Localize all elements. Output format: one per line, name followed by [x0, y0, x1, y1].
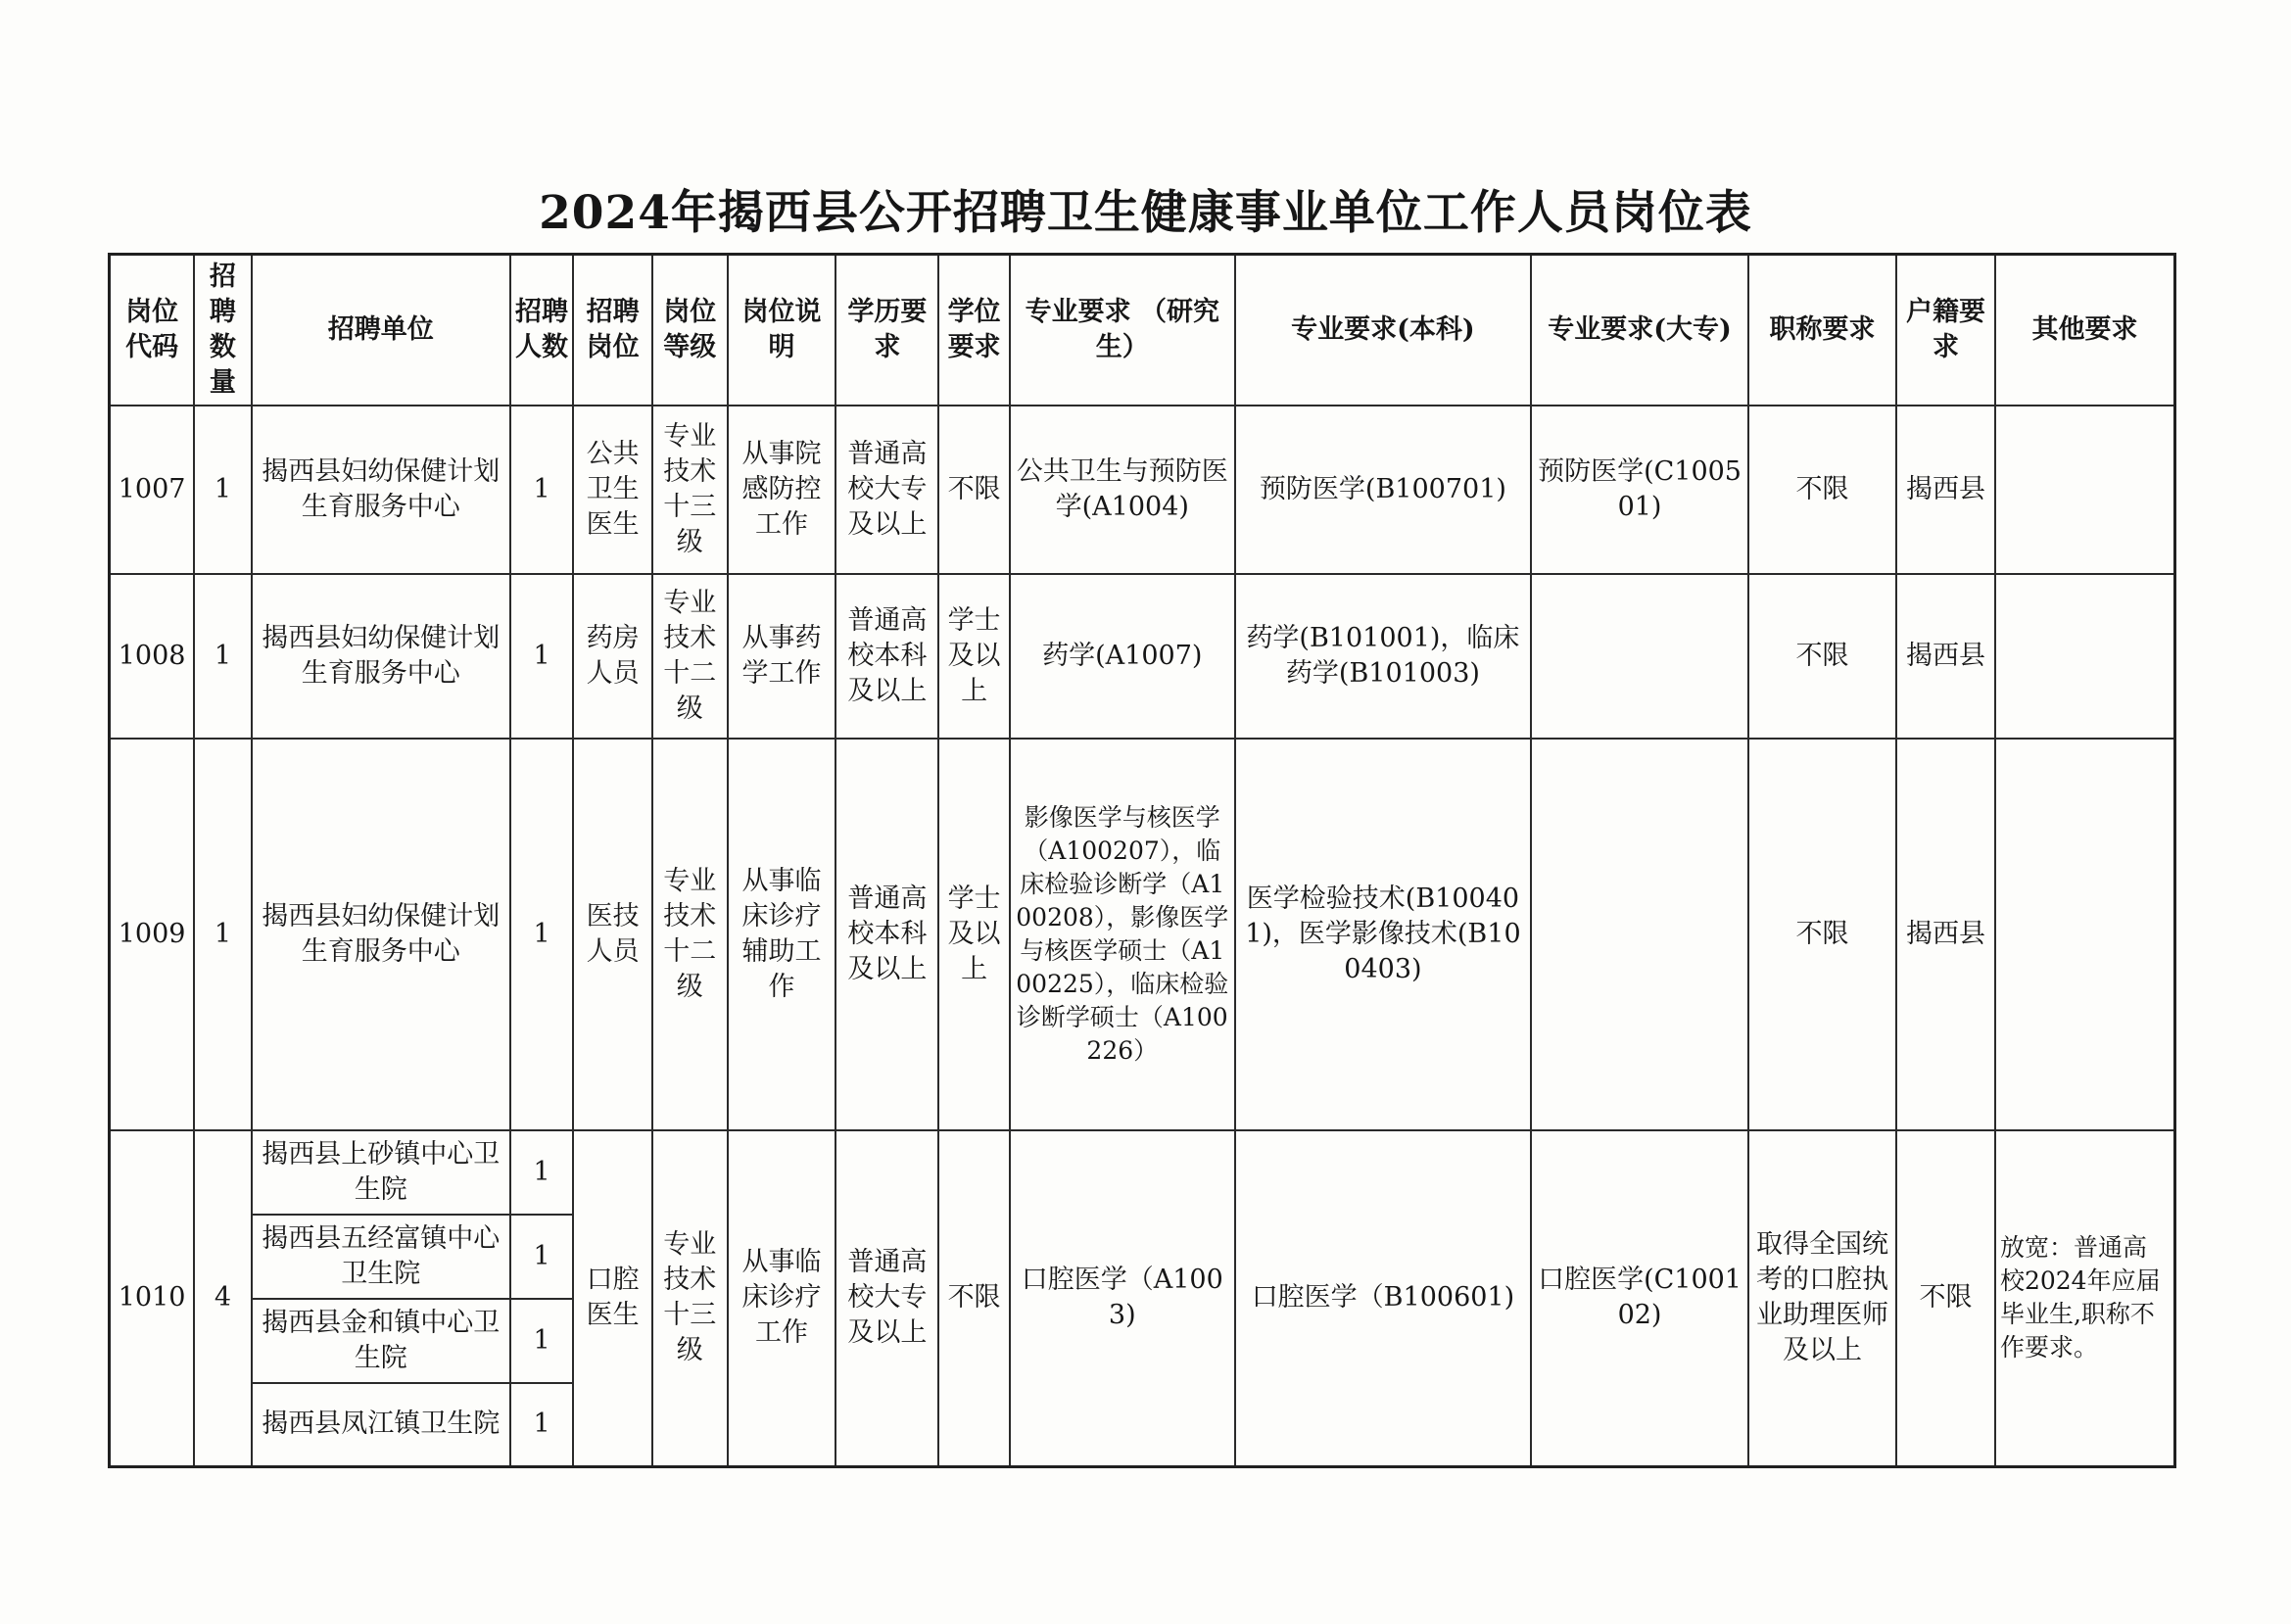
cell-major-junior: 口腔医学(C100102)	[1531, 1130, 1748, 1467]
cell-code: 1008	[110, 574, 195, 739]
cell-quota: 1	[194, 574, 251, 739]
cell-other	[1995, 739, 2175, 1130]
cell-code: 1010	[110, 1130, 195, 1467]
cell-degree: 不限	[938, 406, 1010, 574]
cell-count: 1	[510, 574, 574, 739]
cell-quota: 1	[194, 406, 251, 574]
header-title-req: 职称要求	[1748, 255, 1896, 406]
cell-major-junior	[1531, 574, 1748, 739]
cell-degree: 不限	[938, 1130, 1010, 1467]
table-row	[110, 406, 2175, 574]
cell-degree: 学士及以上	[938, 739, 1010, 1130]
header-desc: 岗位说明	[728, 255, 836, 406]
cell-major-grad: 药学(A1007)	[1010, 574, 1235, 739]
header-quota: 招聘数量	[194, 255, 251, 406]
cell-quota: 4	[194, 1130, 251, 1467]
cell-count: 1	[510, 406, 574, 574]
cell-major-bach: 医学检验技术(B100401)，医学影像技术(B100403)	[1235, 739, 1531, 1130]
cell-code: 1007	[110, 406, 195, 574]
header-position: 招聘岗位	[573, 255, 652, 406]
header-other: 其他要求	[1995, 255, 2175, 406]
cell-edu: 普通高校大专及以上	[835, 1130, 938, 1467]
cell-position: 药房人员	[573, 574, 652, 739]
cell-count: 1	[510, 739, 574, 1130]
cell-grade: 专业技术十二级	[652, 739, 728, 1130]
cell-other	[1995, 574, 2175, 739]
table-row	[110, 574, 2175, 739]
cell-hukou: 不限	[1896, 1130, 1995, 1467]
table-row	[110, 1130, 2175, 1215]
cell-major-bach: 预防医学(B100701)	[1235, 406, 1531, 574]
cell-degree: 学士及以上	[938, 574, 1010, 739]
cell-desc: 从事药学工作	[728, 574, 836, 739]
cell-hukou: 揭西县	[1896, 406, 1995, 574]
cell-unit: 揭西县妇幼保健计划生育服务中心	[252, 574, 510, 739]
cell-grade: 专业技术十三级	[652, 1130, 728, 1467]
header-code: 岗位代码	[110, 255, 195, 406]
header-degree: 学位要求	[938, 255, 1010, 406]
cell-edu: 普通高校本科及以上	[835, 574, 938, 739]
cell-unit: 揭西县妇幼保健计划生育服务中心	[252, 406, 510, 574]
table-row	[110, 739, 2175, 1130]
cell-major-bach: 药学(B101001)，临床药学(B101003)	[1235, 574, 1531, 739]
cell-other	[1995, 406, 2175, 574]
cell-count: 1	[510, 1130, 574, 1215]
cell-hukou: 揭西县	[1896, 574, 1995, 739]
cell-unit: 揭西县五经富镇中心卫生院	[252, 1215, 510, 1299]
cell-major-grad: 公共卫生与预防医学(A1004)	[1010, 406, 1235, 574]
cell-count: 1	[510, 1299, 574, 1383]
cell-code: 1009	[110, 739, 195, 1130]
cell-grade: 专业技术十三级	[652, 406, 728, 574]
cell-title-req: 不限	[1748, 406, 1896, 574]
cell-unit: 揭西县金和镇中心卫生院	[252, 1299, 510, 1383]
cell-hukou: 揭西县	[1896, 739, 1995, 1130]
cell-unit: 揭西县妇幼保健计划生育服务中心	[252, 739, 510, 1130]
cell-desc: 从事临床诊疗辅助工作	[728, 739, 836, 1130]
cell-major-junior	[1531, 739, 1748, 1130]
header-grade: 岗位等级	[652, 255, 728, 406]
cell-major-bach: 口腔医学（B100601)	[1235, 1130, 1531, 1467]
cell-count: 1	[510, 1383, 574, 1467]
cell-quota: 1	[194, 739, 251, 1130]
cell-title-req: 不限	[1748, 739, 1896, 1130]
cell-major-grad: 影像医学与核医学（A100207），临床检验诊断学（A100208），影像医学与核医学硕士（A100225），临床检验诊断学硕士（A100226）	[1010, 739, 1235, 1130]
header-major-grad: 专业要求 （研究生）	[1010, 255, 1235, 406]
header-count: 招聘人数	[510, 255, 574, 406]
cell-desc: 从事临床诊疗工作	[728, 1130, 836, 1467]
cell-title-req: 不限	[1748, 574, 1896, 739]
cell-edu: 普通高校大专及以上	[835, 406, 938, 574]
header-hukou: 户籍要求	[1896, 255, 1995, 406]
cell-other: 放宽：普通高校2024年应届毕业生,职称不作要求。	[1995, 1130, 2175, 1467]
header-major-bach: 专业要求(本科)	[1235, 255, 1531, 406]
cell-desc: 从事院感防控工作	[728, 406, 836, 574]
cell-count: 1	[510, 1215, 574, 1299]
header-edu: 学历要求	[835, 255, 938, 406]
cell-position: 医技人员	[573, 739, 652, 1130]
job-positions-table	[108, 253, 2176, 1468]
cell-major-grad: 口腔医学（A1003)	[1010, 1130, 1235, 1467]
cell-grade: 专业技术十二级	[652, 574, 728, 739]
cell-position: 公共卫生医生	[573, 406, 652, 574]
cell-edu: 普通高校本科及以上	[835, 739, 938, 1130]
cell-position: 口腔医生	[573, 1130, 652, 1467]
page-title: 2024年揭西县公开招聘卫生健康事业单位工作人员岗位表	[539, 186, 1752, 240]
cell-unit: 揭西县凤江镇卫生院	[252, 1383, 510, 1467]
table-header-row	[110, 255, 2175, 406]
header-unit: 招聘单位	[252, 255, 510, 406]
cell-unit: 揭西县上砂镇中心卫生院	[252, 1130, 510, 1215]
header-major-junior: 专业要求(大专)	[1531, 255, 1748, 406]
cell-major-junior: 预防医学(C100501)	[1531, 406, 1748, 574]
cell-title-req: 取得全国统考的口腔执业助理医师及以上	[1748, 1130, 1896, 1467]
